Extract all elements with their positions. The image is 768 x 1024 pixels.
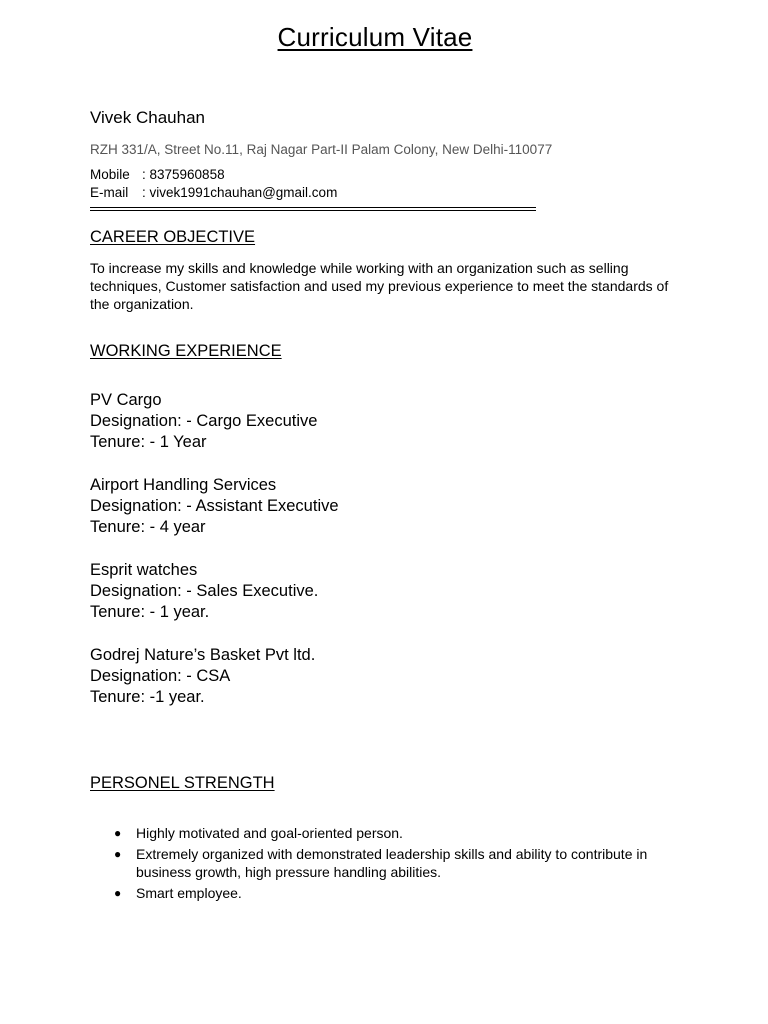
mobile-value: : 8375960858 (142, 167, 225, 182)
list-item-text: Smart employee. (136, 885, 242, 901)
job-entry (90, 390, 317, 453)
job-tenure: Tenure: -1 year. (90, 688, 205, 706)
candidate-address: RZH 331/A, Street No.11, Raj Nagar Part-II Palam Colony, New Delhi-110077 (90, 142, 553, 157)
job-company: Godrej Nature’s Basket Pvt ltd. (90, 646, 316, 664)
list-item (90, 884, 690, 902)
job-entry (90, 645, 315, 708)
email-line (90, 185, 337, 200)
job-company: Esprit watches (90, 561, 198, 579)
email-value: : vivek1991chauhan@gmail.com (142, 185, 338, 200)
list-item (90, 824, 690, 842)
career-objective-heading: CAREER OBJECTIVE (90, 228, 256, 246)
job-designation: Designation: - Assistant Executive (90, 497, 339, 515)
header-divider (90, 207, 536, 213)
job-company: Airport Handling Services (90, 476, 277, 494)
list-item-text: Extremely organized with demonstrated leadership skills and ability to contribute in business growth, high pressure handling abilities. (136, 846, 648, 880)
job-designation: Designation: - Sales Executive. (90, 582, 319, 600)
job-entry (90, 560, 318, 623)
working-experience-heading: WORKING EXPERIENCE (90, 342, 282, 360)
job-designation: Designation: - CSA (90, 667, 231, 685)
list-item (90, 845, 690, 881)
job-tenure: Tenure: - 1 year. (90, 603, 210, 621)
email-label: E-mail (90, 185, 129, 200)
job-tenure: Tenure: - 1 Year (90, 433, 207, 451)
bullet-icon: ● (114, 886, 122, 900)
document-title: Curriculum Vitae (277, 22, 473, 52)
bullet-icon: ● (114, 826, 122, 840)
list-item-text: Highly motivated and goal-oriented person. (136, 825, 403, 841)
bullet-icon: ● (114, 847, 122, 861)
job-tenure: Tenure: - 4 year (90, 518, 206, 536)
personel-strength-heading: PERSONEL STRENGTH (90, 774, 275, 792)
candidate-name: Vivek Chauhan (90, 108, 205, 127)
job-company: PV Cargo (90, 391, 162, 409)
career-objective-text: To increase my skills and knowledge while working with an organization such as selling techniques, Customer satisfaction and used my previous experience to meet the standards of the organization. (90, 260, 669, 312)
strength-list (90, 824, 690, 905)
mobile-label: Mobile (90, 167, 130, 182)
job-designation: Designation: - Cargo Executive (90, 412, 318, 430)
job-entry (90, 475, 339, 538)
mobile-line (90, 167, 225, 182)
